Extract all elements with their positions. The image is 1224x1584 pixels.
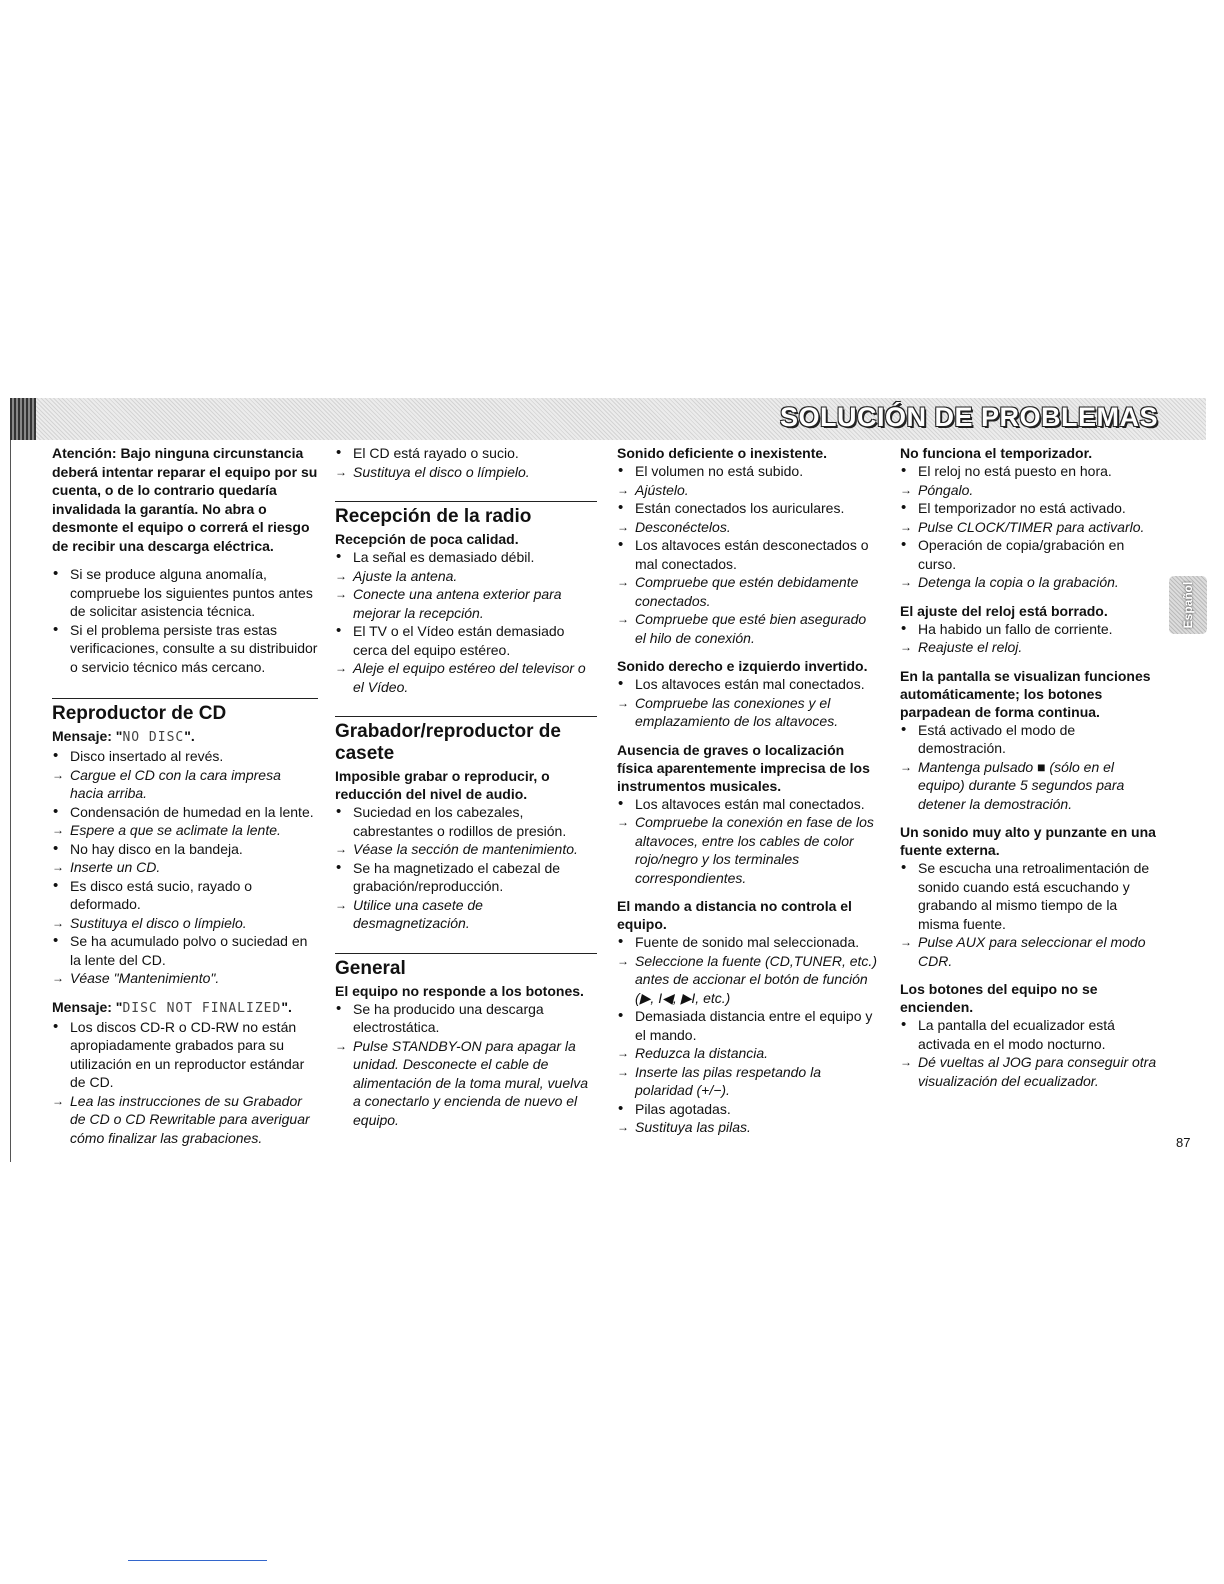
remedy-item: → Véase "Mantenimiento". (52, 969, 318, 988)
remote-list (617, 933, 879, 1137)
cause-item: • El CD está rayado o sucio. (335, 444, 597, 463)
cassette-list (335, 803, 597, 933)
remedy-item: → Aleje el equipo estéreo del televisor o el Vídeo. (335, 659, 597, 696)
list-item: • Si el problema persiste tras estas verificaciones, consulte a su distribuidor o servicio técnico más cercano. (52, 621, 318, 677)
remedy-item: → Espere a que se aclimate la lente. (52, 821, 318, 840)
warning-text: Atención: Bajo ninguna circunstancia deberá intentar reparar el equipo por su cuenta, o de lo contrario quedaría invalidada la garantía. No abra o desmonte el equipo o correrá el riesgo de recibir una descarga eléctrica. (52, 445, 318, 554)
feedback-list (900, 859, 1162, 970)
issue-heading: El mando a distancia no controla el equipo. (617, 898, 852, 932)
demo-list (900, 721, 1162, 814)
cause-item: • La señal es demasiado débil. (335, 548, 597, 567)
column-2 (335, 444, 597, 1129)
section-title-general: General (335, 953, 597, 980)
cause-item: • Están conectados los auriculares. (617, 499, 879, 518)
issue-heading: Ausencia de graves o localización física aparentemente imprecisa de los instrumentos musicales. (617, 741, 870, 794)
cd-list-2 (52, 1018, 318, 1148)
message-heading: Mensaje: "NO DISC". (52, 728, 195, 745)
buttons-list (900, 1016, 1162, 1090)
intro-list (52, 565, 318, 676)
cause-item: • El reloj no está puesto en hora. (900, 462, 1162, 481)
radio-list (335, 548, 597, 696)
section-title-cassette: Grabador/reproductor de casete (335, 716, 597, 765)
remedy-item: → Seleccione la fuente (CD,TUNER, etc.) antes de accionar el botón de función (▶, I◀, ▶I, etc.) (617, 952, 879, 1008)
timer-list (900, 462, 1162, 592)
column-3 (617, 444, 879, 1137)
remedy-item: → Reajuste el reloj. (900, 638, 1162, 657)
remedy-item: → Sustituya el disco o límpielo. (335, 463, 597, 482)
cause-item: • El volumen no está subido. (617, 462, 879, 481)
section-title-radio: Recepción de la radio (335, 501, 597, 528)
remedy-item: → Cargue el CD con la cara impresa hacia arriba. (52, 766, 318, 803)
remedy-item: → Compruebe que estén debidamente conectados. (617, 573, 879, 610)
cause-item: • Ha habido un fallo de corriente. (900, 620, 1162, 639)
cause-item: • Los altavoces están desconectados o mal conectados. (617, 536, 879, 573)
cause-item: • Condensación de humedad en la lente. (52, 803, 318, 822)
remedy-item: → Reduzca la distancia. (617, 1044, 879, 1063)
stereo-list (617, 675, 879, 731)
cause-item: • Se escucha una retroalimentación de sonido cuando está escuchando y grabando al mismo tiempo de la misma fuente. (900, 859, 1162, 933)
section-title-cd: Reproductor de CD (52, 698, 318, 725)
remedy-item: → Compruebe que esté bien asegurado el hilo de conexión. (617, 610, 879, 647)
remedy-item: → Sustituya el disco o límpielo. (52, 914, 318, 933)
cause-item: • Está activado el modo de demostración. (900, 721, 1162, 758)
cause-item: • Se ha acumulado polvo o suciedad en la lente del CD. (52, 932, 318, 969)
remedy-item: → Pulse AUX para seleccionar el modo CDR. (900, 933, 1162, 970)
bass-list (617, 795, 879, 888)
issue-heading: Imposible grabar o reproducir, o reducción del nivel de audio. (335, 768, 550, 802)
issue-heading: No funciona el temporizador. (900, 445, 1093, 461)
remedy-item: → Sustituya las pilas. (617, 1118, 879, 1137)
remedy-item: → Ajústelo. (617, 481, 879, 500)
remedy-item: → Póngalo. (900, 481, 1162, 500)
margin-line (10, 440, 11, 1162)
column-4 (900, 444, 1162, 1090)
remedy-item: → Conecte una antena exterior para mejorar la recepción. (335, 585, 597, 622)
remedy-item: → Inserte un CD. (52, 858, 318, 877)
cause-item: • Suciedad en los cabezales, cabrestantes o rodillos de presión. (335, 803, 597, 840)
cause-item: • Operación de copia/grabación en curso. (900, 536, 1162, 573)
banner-stripe (10, 398, 36, 440)
cause-item: • Los altavoces están mal conectados. (617, 795, 879, 814)
cause-item: • Los discos CD-R o CD-RW no están apropiadamente grabados para su utilización en un reproductor estándar de CD. (52, 1018, 318, 1092)
sound-list (617, 462, 879, 647)
remedy-item: → Ajuste la antena. (335, 567, 597, 586)
cause-item: • Se ha producido una descarga electrostática. (335, 1000, 597, 1037)
cause-item: • Los altavoces están mal conectados. (617, 675, 879, 694)
lcd-text: NO DISC (122, 730, 185, 745)
remedy-item: → Pulse CLOCK/TIMER para activarlo. (900, 518, 1162, 537)
cause-item: • Es disco está sucio, rayado o deformado. (52, 877, 318, 914)
language-tab (1169, 576, 1207, 634)
lcd-text: DISC NOT FINALIZED (122, 1000, 282, 1016)
cause-item: • El TV o el Vídeo están demasiado cerca del equipo estéreo. (335, 622, 597, 659)
issue-heading: Los botones del equipo no se encienden. (900, 981, 1098, 1015)
language-tab-label: Español (1181, 581, 1195, 629)
cause-item: • Disco insertado al revés. (52, 747, 318, 766)
clock-list (900, 620, 1162, 657)
header-banner (10, 398, 1206, 440)
general-list (335, 1000, 597, 1130)
cause-item: • No hay disco en la bandeja. (52, 840, 318, 859)
cause-item: • Fuente de sonido mal seleccionada. (617, 933, 879, 952)
issue-heading: Recepción de poca calidad. (335, 531, 519, 547)
cd-list-3 (335, 444, 597, 481)
issue-heading: Sonido deficiente o inexistente. (617, 445, 828, 461)
cd-list-1 (52, 747, 318, 988)
cause-item: • Se ha magnetizado el cabezal de grabación/reproducción. (335, 859, 597, 896)
column-1 (52, 444, 318, 1147)
remedy-item: → Utilice una casete de desmagnetización. (335, 896, 597, 933)
remedy-item: → Inserte las pilas respetando la polaridad (+/−). (617, 1063, 879, 1100)
list-item: • Si se produce alguna anomalía, compruebe los siguientes puntos antes de solicitar asistencia técnica. (52, 565, 318, 621)
remedy-item: → Dé vueltas al JOG para conseguir otra visualización del ecualizador. (900, 1053, 1162, 1090)
cause-item: • Pilas agotadas. (617, 1100, 879, 1119)
remedy-item: → Detenga la copia o la grabación. (900, 573, 1162, 592)
remedy-item: → Pulse STANDBY-ON para apagar la unidad. Desconecte el cable de alimentación de la toma mural, vuelva a conectarlo y encienda de nuevo el equipo. (335, 1037, 597, 1130)
issue-heading: El ajuste del reloj está borrado. (900, 602, 1108, 619)
remedy-item: → Lea las instrucciones de su Grabador de CD o CD Rewritable para averiguar cómo finalizar las grabaciones. (52, 1092, 318, 1148)
message-heading: Mensaje: "DISC NOT FINALIZED". (52, 998, 292, 1016)
remedy-item: → Compruebe la conexión en fase de los altavoces, entre los cables de color rojo/negro y los terminales correspondientes. (617, 813, 879, 887)
cause-item: • El temporizador no está activado. (900, 499, 1162, 518)
page-title: SOLUCIÓN DE PROBLEMAS (779, 402, 1158, 432)
issue-heading: En la pantalla se visualizan funciones automáticamente; los botones parpadean de forma continua. (900, 667, 1151, 720)
remedy-item: → Mantenga pulsado ■ (sólo en el equipo) durante 5 segundos para detener la demostración. (900, 758, 1162, 814)
remedy-item: → Desconéctelos. (617, 518, 879, 537)
cause-item: • Demasiada distancia entre el equipo y el mando. (617, 1007, 879, 1044)
issue-heading: Un sonido muy alto y punzante en una fuente externa. (900, 824, 1156, 858)
remedy-item: → Compruebe las conexiones y el emplazamiento de los altavoces. (617, 694, 879, 731)
page-number: 87 (1176, 1135, 1191, 1150)
issue-heading: El equipo no responde a los botones. (335, 982, 584, 999)
issue-heading: Sonido derecho e izquierdo invertido. (617, 658, 868, 674)
footer-line (128, 1560, 267, 1561)
remedy-item: → Véase la sección de mantenimiento. (335, 840, 597, 859)
cause-item: • La pantalla del ecualizador está activada en el modo nocturno. (900, 1016, 1162, 1053)
